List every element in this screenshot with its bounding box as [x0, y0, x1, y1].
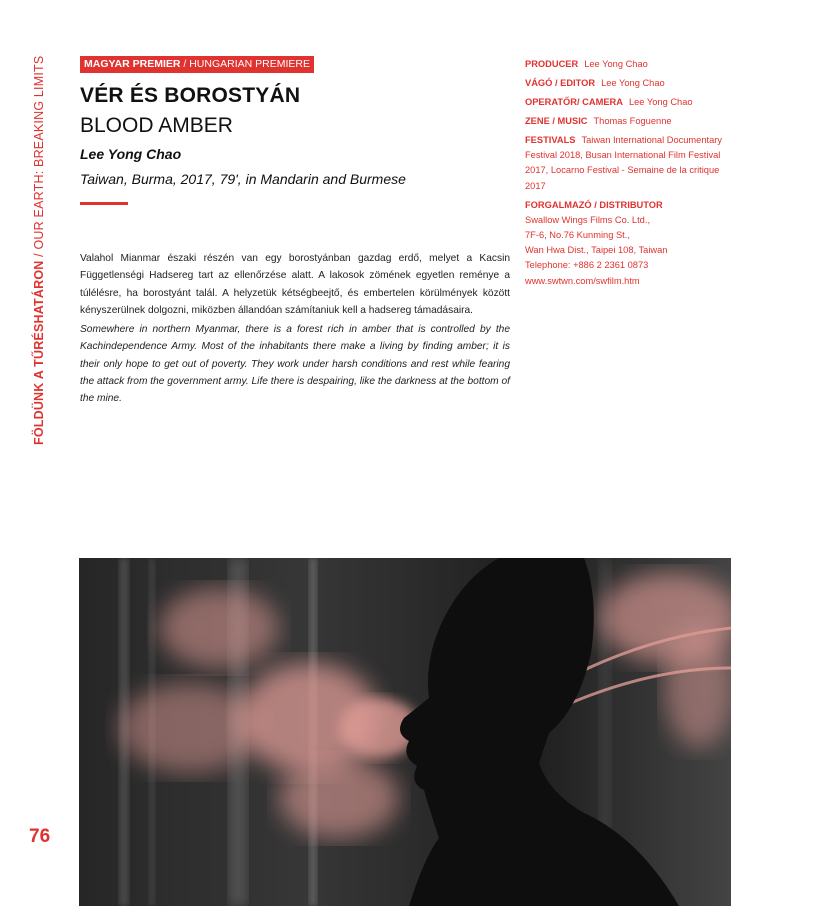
credit-music: [525, 114, 735, 129]
accent-rule: [80, 202, 128, 205]
credit-line: Festival 2018, Busan International Film Festival: [525, 150, 721, 161]
film-still-illustration: [79, 558, 731, 906]
credit-value: Taiwan International Documentary: [581, 135, 723, 145]
premiere-badge: [80, 56, 314, 73]
credit-label: OPERATŐR/ CAMERA: [525, 97, 623, 107]
credit-line: Swallow Wings Films Co. Ltd.,: [525, 214, 651, 225]
credit-value: Lee Yong Chao: [628, 97, 693, 107]
credit-line: 2017, Locarno Festival - Semaine de la critique: [525, 165, 720, 176]
credit-producer: [525, 57, 735, 72]
film-director: Lee Yong Chao: [80, 146, 182, 162]
premiere-badge-en: / HUNGARIAN PREMIERE: [180, 58, 310, 70]
section-label-vertical: [32, 55, 46, 445]
credit-camera: [525, 95, 735, 110]
credit-link[interactable]: www.swtwn.com/swfilm.htm: [525, 275, 640, 286]
credit-distributor: [525, 198, 735, 289]
credit-label: PRODUCER: [525, 59, 579, 69]
credit-label: FORGALMAZÓ / DISTRIBUTOR: [525, 199, 663, 210]
credit-label: VÁGÓ / EDITOR: [525, 78, 596, 88]
credit-value: Lee Yong Chao: [601, 78, 665, 88]
credit-line: 2017: [525, 180, 546, 191]
credit-value: Lee Yong Chao: [584, 59, 648, 69]
section-label-en: / OUR EARTH: BREAKING LIMITS: [32, 55, 46, 261]
credit-label: ZENE / MUSIC: [525, 116, 588, 126]
film-title-en: BLOOD AMBER: [80, 114, 233, 137]
synopsis-en: Somewhere in northern Myanmar, there is a forest rich in amber that is controlled by the Kachindependence Army. Most of the inhabitants there make a living by finding amber; it is their only hope to get out of poverty. They work under harsh conditions and rest while fearing the attack from the government army. Life there is despairing, like the darkness at the bottom of the mine.: [80, 324, 510, 405]
credit-value: Thomas Foguenne: [593, 116, 672, 126]
credits-panel: [525, 57, 735, 293]
synopsis-hu: Valahol Mianmar északi részén van egy borostyánban gazdag erdő, melyet a Kacsin Függetlenségi Hadsereg tart az ellenőrzése alatt. A lakosok zömének egyetlen reménye a túlélésre, ha borostyánt talál. A helyzetük kétségbeejtő, és embertelen körülmények között kényszerülnek dolgozni, miközben állandóan számítaniuk kell a hadsereg támadásaira.: [80, 253, 510, 316]
credit-editor: [525, 76, 735, 91]
film-title-hu: VÉR ÉS BOROSTYÁN: [80, 84, 301, 107]
credit-label: FESTIVALS: [525, 135, 576, 145]
page-number: 76: [29, 826, 51, 847]
credit-line: Telephone: +886 2 2361 0873: [525, 260, 649, 271]
premiere-badge-hu: MAGYAR PREMIER: [84, 58, 181, 70]
film-still-photo: [79, 558, 731, 906]
section-label-hu: FÖLDÜNK A TŰRÉSHATÁRON: [32, 260, 46, 445]
credit-festivals: [525, 133, 735, 194]
credit-line: Wan Hwa Dist., Taipei 108, Taiwan: [525, 245, 668, 256]
film-meta: Taiwan, Burma, 2017, 79', in Mandarin and Burmese: [80, 171, 406, 187]
credit-line: 7F-6, No.76 Kunming St.,: [525, 230, 630, 241]
